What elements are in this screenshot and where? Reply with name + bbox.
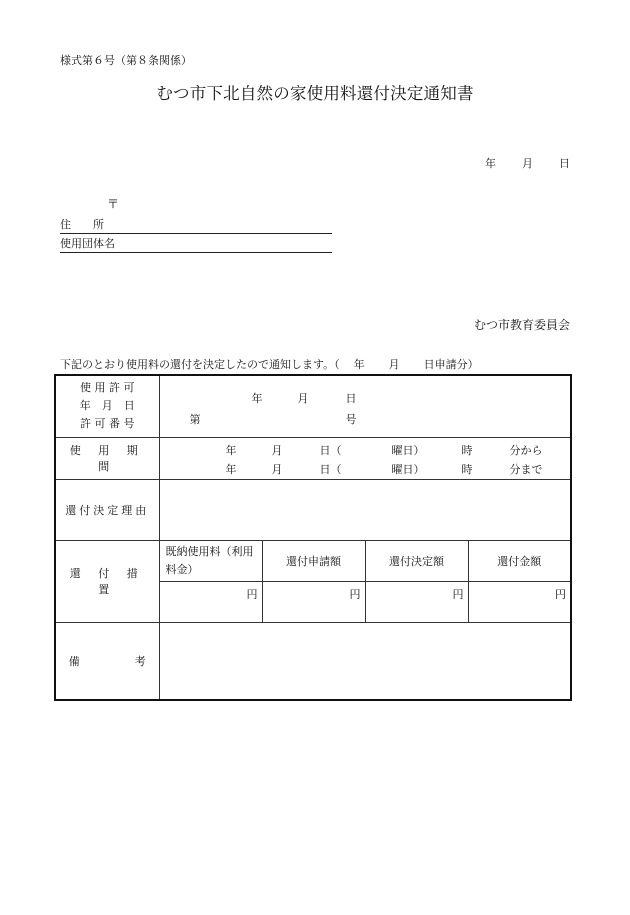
refund-reason-value — [159, 479, 571, 540]
period-end-to: 分まで — [509, 463, 543, 476]
period-start-year: 年 — [225, 444, 237, 457]
yen-label: 円 — [555, 587, 566, 601]
usage-period-value — [159, 437, 571, 479]
period-end-weekday: 曜日） — [391, 463, 425, 476]
period-end-hour: 時 — [461, 463, 473, 476]
permit-date-value — [159, 375, 571, 437]
remarks-label-text: 備 考 — [68, 654, 146, 668]
refund-request-header: 還付申請額 — [262, 540, 365, 581]
permit-year: 年 — [251, 392, 263, 406]
permit-month: 月 — [297, 392, 309, 406]
permit-label-line1: 使 用 許 可 — [80, 381, 135, 395]
permit-dai: 第 — [189, 413, 201, 427]
permit-go: 号 — [345, 413, 357, 427]
address-label: 住 所 — [60, 218, 104, 231]
yen-label: 円 — [452, 587, 464, 601]
notice-suffix: 日申請分） — [423, 358, 479, 371]
paid-fee-header — [159, 540, 262, 581]
permit-label-line3: 許 可 番 号 — [80, 417, 135, 431]
period-start-month: 月 — [271, 444, 283, 457]
period-start-from: 分から — [509, 444, 543, 457]
refund-amount-value — [468, 581, 571, 622]
permit-date-label — [55, 375, 159, 437]
issue-date-year: 年 — [485, 157, 496, 170]
postal-mark: 〒 — [107, 197, 120, 211]
remarks-label — [55, 622, 159, 700]
period-end-year: 年 — [225, 463, 237, 476]
refund-measure-label: 還 付 措 置 — [55, 540, 159, 622]
paid-fee-value — [159, 581, 262, 622]
organization-label: 使用団体名 — [60, 237, 115, 250]
issue-date-day: 日 — [559, 157, 570, 170]
issue-date-month: 月 — [522, 157, 533, 170]
permit-day: 日 — [345, 392, 357, 406]
period-start-weekday: 曜日） — [391, 444, 425, 457]
usage-period-label: 使 用 期 間 — [55, 437, 159, 479]
paid-fee-header-line1: 既納使用料（利用 — [165, 544, 254, 558]
notice-main: 下記のとおり使用料の還付を決定したので通知します。（ — [60, 358, 340, 371]
refund-reason-label: 還付決定理由 — [55, 479, 159, 540]
permit-label-line2: 年 月 日 — [79, 399, 135, 413]
yen-label: 円 — [246, 587, 258, 601]
refund-decision-value — [365, 581, 468, 622]
organization-field — [60, 235, 332, 253]
notice-month: 月 — [388, 358, 400, 371]
form-number: 様式第６号（第８条関係） — [60, 54, 192, 67]
period-start-day: 日（ — [319, 444, 342, 457]
paid-fee-header-line2: 料金） — [165, 562, 199, 576]
remarks-value — [159, 622, 571, 700]
period-start-hour: 時 — [461, 444, 473, 457]
refund-decision-header: 還付決定額 — [365, 540, 468, 581]
address-field — [60, 216, 332, 234]
issue-date — [485, 155, 570, 171]
notice-year: 年 — [353, 358, 365, 371]
refund-request-value — [262, 581, 365, 622]
document-title: むつ市下北自然の家使用料還付決定通知書 — [156, 84, 474, 103]
period-end-month: 月 — [271, 463, 283, 476]
issuer-name: むつ市教育委員会 — [473, 318, 570, 332]
period-end-day: 日（ — [319, 463, 342, 476]
details-table — [54, 374, 572, 701]
refund-amount-header: 還付金額 — [468, 540, 571, 581]
yen-label: 円 — [349, 587, 361, 601]
notice-text — [60, 356, 479, 372]
